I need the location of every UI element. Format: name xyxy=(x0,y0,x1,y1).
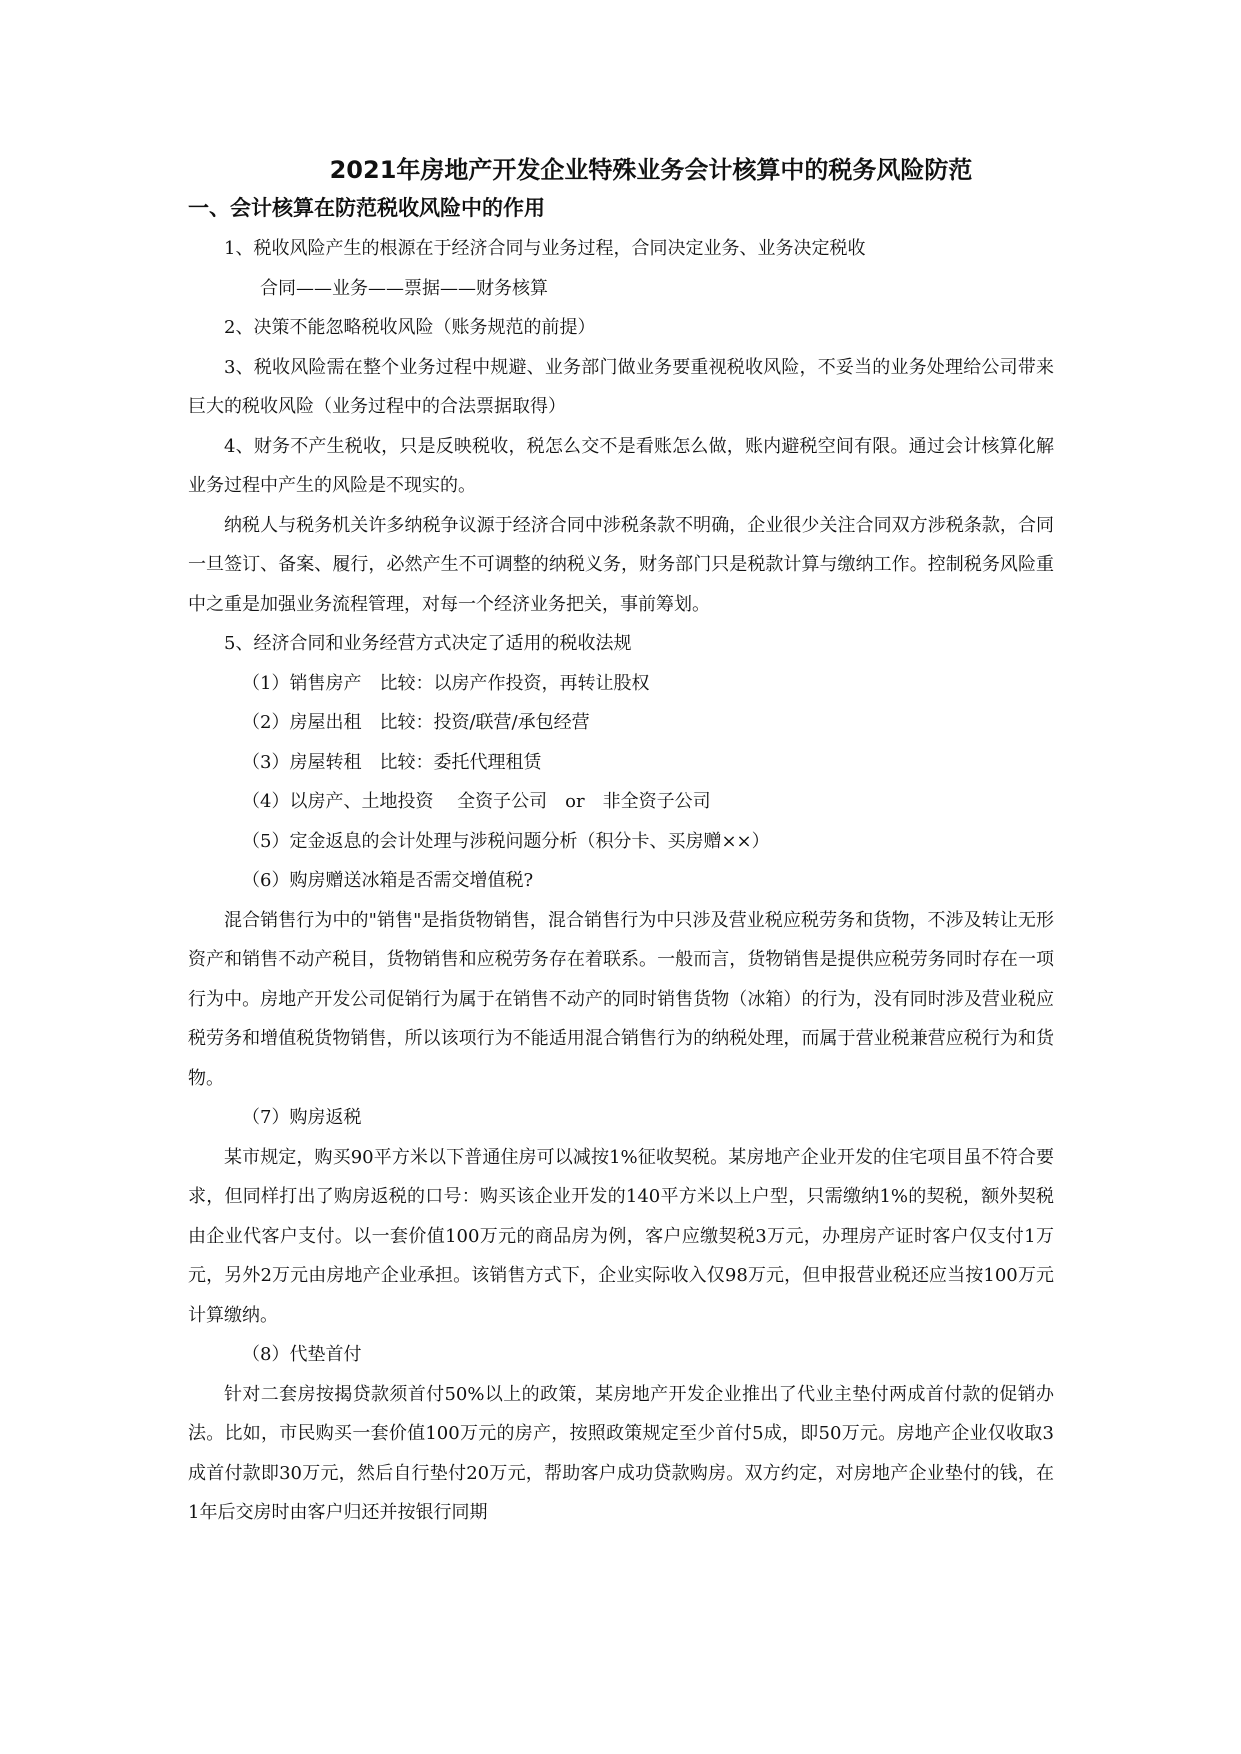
paragraph-5: 纳税人与税务机关许多纳税争议源于经济合同中涉税条款不明确，企业很少关注合同双方涉税条款，合同一旦签订、备案、履行，必然产生不可调整的纳税义务，财务部门只是税款计算与缴纳工作。控制税务风险重中之重是加强业务流程管理，对每一个经济业务把关，事前筹划。 xyxy=(188,514,1054,615)
subitem-2: （2）房屋出租 比较：投资/联营/承包经营 xyxy=(242,712,590,733)
subitem-4: （4）以房产、土地投资 全资子公司 or 非全资子公司 xyxy=(242,791,711,812)
subitem-6: （6）购房赠送冰箱是否需交增值税? xyxy=(242,870,534,891)
subitem-5: （5）定金返息的会计处理与涉税问题分析（积分卡、买房赠××） xyxy=(242,830,770,852)
paragraph-2: 2、决策不能忽略税收风险（账务规范的前提） xyxy=(224,317,596,338)
subitem-8: （8）代垫首付 xyxy=(242,1344,362,1365)
document-page xyxy=(188,150,1054,1533)
paragraph-3: 3、税收风险需在整个业务过程中规避、业务部门做业务要重视税收风险，不妥当的业务处理给公司带来巨大的税收风险（业务过程中的合法票据取得） xyxy=(188,356,1054,417)
subitem-1: （1）销售房产 比较：以房产作投资，再转让股权 xyxy=(242,672,650,694)
subitem-3: （3）房屋转租 比较：委托代理租赁 xyxy=(242,751,542,773)
paragraph-9: 针对二套房按揭贷款须首付50%以上的政策，某房地产开发企业推出了代业主垫付两成首付款的促销办法。比如，市民购买一套价值100万元的房产，按照政策规定至少首付5成，即50万元。房地产企业仅收取3成首付款即30万元，然后自行垫付20万元，帮助客户成功贷款购房。双方约定，对房地产企业垫付的钱，在1年后交房时由客户归还并按银行同期 xyxy=(188,1383,1054,1523)
document-title: 2021年房地产开发企业特殊业务会计核算中的税务风险防范 xyxy=(329,156,973,184)
paragraph-1: 1、税收风险产生的根源在于经济合同与业务过程，合同决定业务、业务决定税收 xyxy=(224,238,866,259)
section-heading: 一、会计核算在防范税收风险中的作用 xyxy=(188,196,545,220)
paragraph-6: 5、经济合同和业务经营方式决定了适用的税收法规 xyxy=(224,633,632,654)
paragraph-4: 4、财务不产生税收，只是反映税收，税怎么交不是看账怎么做，账内避税空间有限。通过会计核算化解业务过程中产生的风险是不现实的。 xyxy=(188,435,1054,496)
paragraph-1-flow: 合同——业务——票据——财务核算 xyxy=(260,277,548,299)
paragraph-8: 某市规定，购买90平方米以下普通住房可以减按1%征收契税。某房地产企业开发的住宅项目虽不符合要求，但同样打出了购房返税的口号：购买该企业开发的140平方米以上户型，只需缴纳1%的契税，额外契税由企业代客户支付。以一套价值100万元的商品房为例，客户应缴契税3万元，办理房产证时客户仅支付1万元，另外2万元由房地产企业承担。该销售方式下，企业实际收入仅98万元，但申报营业税还应当按100万元计算缴纳。 xyxy=(188,1146,1054,1326)
paragraph-7: 混合销售行为中的"销售"是指货物销售，混合销售行为中只涉及营业税应税劳务和货物，不涉及转让无形资产和销售不动产税目，货物销售和应税劳务存在着联系。一般而言，货物销售是提供应税劳务同时存在一项行为中。房地产开发公司促销行为属于在销售不动产的同时销售货物（冰箱）的行为，没有同时涉及营业税应税劳务和增值税货物销售，所以该项行为不能适用混合销售行为的纳税处理，而属于营业税兼营应税行为和货物。 xyxy=(188,909,1054,1089)
subitem-7: （7）购房返税 xyxy=(242,1107,362,1128)
